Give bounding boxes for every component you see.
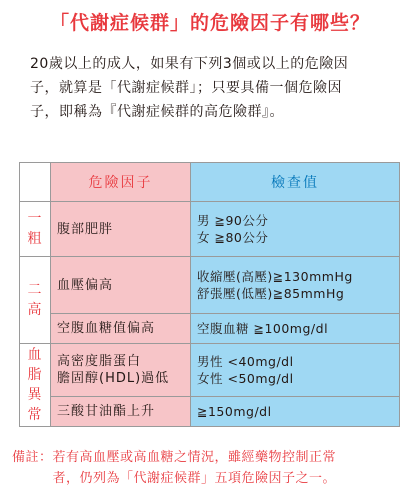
value-label: 空腹血糖 ≧100mg/dl <box>197 321 329 336</box>
factor-label: 膽固醇(HDL)過低 <box>57 371 170 386</box>
value-cell <box>191 344 400 397</box>
value-label: 舒張壓(低壓)≧85mmHg <box>197 286 345 301</box>
footnote-text: 若有高血壓或高血糖之情況，雖經藥物控制正常 <box>52 450 337 465</box>
factor-label: 腹部肥胖 <box>57 221 114 237</box>
table-header-row <box>20 163 400 202</box>
category-label: 二高 <box>27 282 43 318</box>
intro-line: 子，就算是「代謝症候群」；只要具備一個危險因 <box>30 80 342 96</box>
footnote-text: 者，仍列為「代謝症候群」五項危險因子之一。 <box>52 471 337 486</box>
value-cell <box>191 202 400 257</box>
factor-cell <box>51 202 191 257</box>
header-risk-factor: 危險因子 <box>51 163 191 202</box>
table-row <box>20 397 400 427</box>
factor-label: 三酸甘油酯上升 <box>57 404 156 419</box>
value-cell <box>191 257 400 314</box>
factor-label: 空腹血糖值偏高 <box>57 321 156 336</box>
factor-cell <box>51 257 191 314</box>
value-label: 男 ≧90公分 <box>197 213 269 228</box>
table-row <box>20 202 400 257</box>
intro-paragraph <box>30 52 400 124</box>
table-row <box>20 257 400 314</box>
factor-label: 血壓偏高 <box>57 277 114 293</box>
factor-cell <box>51 397 191 427</box>
header-blank-cell <box>20 163 51 202</box>
category-label: 異常 <box>27 387 43 423</box>
value-cell <box>191 397 400 427</box>
category-label: 一粗 <box>27 211 43 247</box>
intro-line: 20歲以上的成人，如果有下列3個或以上的危險因 <box>30 56 349 72</box>
value-label: ≧150mg/dl <box>197 404 272 419</box>
value-label: 女性 <50mg/dl <box>197 371 294 386</box>
footnote <box>12 447 408 489</box>
category-label: 血脂 <box>27 347 43 383</box>
category-waist <box>20 202 51 257</box>
category-lipid <box>20 344 51 427</box>
header-check-value: 檢查值 <box>191 163 400 202</box>
factor-cell <box>51 344 191 397</box>
intro-line: 子，即稱為『代謝症候群的高危險群』。 <box>30 104 284 120</box>
value-cell <box>191 314 400 344</box>
value-label: 女 ≧80公分 <box>197 230 269 245</box>
table-row <box>20 314 400 344</box>
factor-label: 高密度脂蛋白 <box>57 354 142 369</box>
factor-cell <box>51 314 191 344</box>
risk-factor-table <box>19 162 400 427</box>
table-row <box>20 344 400 397</box>
value-label: 收縮壓(高壓)≧130mmHg <box>197 269 353 284</box>
category-high <box>20 257 51 344</box>
footnote-label: 備註： <box>12 450 53 465</box>
page-title: 「代謝症候群」的危險因子有哪些？ <box>49 12 370 34</box>
value-label: 男性 <40mg/dl <box>197 354 294 369</box>
